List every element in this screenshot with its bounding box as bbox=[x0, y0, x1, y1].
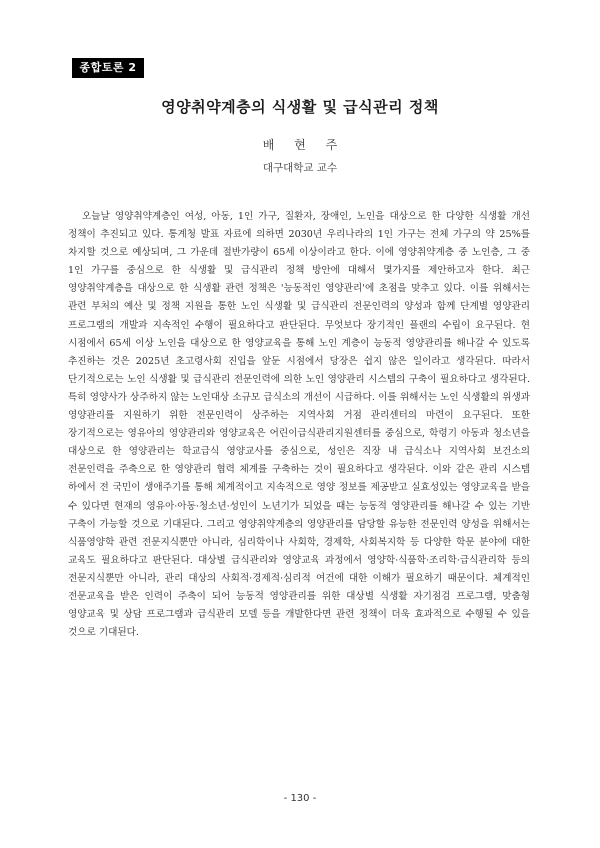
section-badge: 종합토론 2 bbox=[72, 58, 144, 78]
author-name: 배 현 주 bbox=[262, 138, 346, 152]
body-paragraph: 오늘날 영양취약계층인 여성, 아동, 1인 가구, 질환자, 장애인, 노인을 대상으로 한 다양한 식생활 개선 정책이 추진되고 있다. 통계청 발표 자료에 의하면 2030년 우리나라의 1인 가구는 전체 가구의 약 25%를 차지할 것으로 예상되며, 그 가운데 절반가량이 65세 이상이라고 한다. 이에 영양취약계층 중 노인층, 그 중 1인 가구를 중심으로 한 식생활 및 급식관리 정책 방안에 대해서 몇가지를 제안하고자 한다. 최근 영양취약계층을 대상으로 한 식생활 관련 정책은 '능동적인 영양관리'에 초점을 맞추고 있다. 이를 위해서는 관련 부처의 예산 및 정책 지원을 통한 노인 식생활 및 급식관리 전문인력의 양성과 함께 단계별 영양관리 프로그램의 개발과 지속적인 수행이 필요하다고 판단된다. 무엇보다 장기적인 플랜의 수립이 요구된다. 현 시점에서 65세 이상 노인을 대상으로 한 영양교육을 통해 노인 계층이 능동적 영양관리를 해나갈 수 있도록 추진하는 것은 2025년 초고령사회 진입을 앞둔 시점에서 당장은 쉽지 않은 일이라고 생각된다. 따라서 단기적으로는 노인 식생활 및 급식관리 전문인력에 의한 노인 영양관리 시스템의 구축이 필요하다고 생각된다. 특히 영양사가 상주하지 않는 노인대상 소규모 급식소의 개선이 시급하다. 이를 위해서는 노인 식생활의 위생과 영양관리를 지원하기 위한 전문인력이 상주하는 지역사회 거점 관리센터의 마련이 요구된다. 또한 장기적으로는 영유아의 영양관리와 영양교육은 어린이급식관리지원센터를 중심으로, 학령기 아동과 청소년을 대상으로 한 영양관리는 학교급식 영양교사를 중심으로, 성인은 직장 내 급식소나 지역사회 보건소의 전문인력을 주축으로 한 영양관리 협력 체계를 구축하는 것이 필요하다고 생각된다. 이와 같은 관리 시스템 하에서 전 국민이 생애주기를 통해 체계적이고 지속적으로 영양 정보를 제공받고 실효성있는 영양교육을 받을 수 있다면 현재의 영유아·아동·청소년·성인이 노년기가 되었을 때는 능동적 영양관리를 해나갈 수 있는 기반 구축이 가능할 것으로 기대된다. 그리고 영양취약계층의 영양관리를 담당할 유능한 전문인력 양성을 위해서는 식품영양학 관련 전문지식뿐만 아니라, 심리학이나 사회학, 경제학, 사회복지학 등 다양한 학문 분야에 대한 교육도 필요하다고 판단된다. 대상별 급식관리와 영양교육 과정에서 영양학·식품학·조리학·급식관리학 등의 전문지식뿐만 아니라, 관리 대상의 사회적·경제적·심리적 여건에 대한 이해가 필요하기 때문이다. 체계적인 전문교육을 받은 인력이 주축이 되어 능동적 영양관리를 위한 대상별 식생활 자기점검 프로그램, 맞춤형 영양교육 및 상담 프로그램과 급식관리 모델 등을 개발한다면 관련 정책이 더욱 효과적으로 수행될 수 있을 것으로 기대된다. bbox=[68, 211, 530, 639]
page-number: - 130 - bbox=[283, 793, 317, 804]
article-title: 영양취약계층의 식생활 및 급식관리 정책 bbox=[161, 98, 439, 116]
author-affiliation: 대구대학교 교수 bbox=[262, 162, 338, 174]
